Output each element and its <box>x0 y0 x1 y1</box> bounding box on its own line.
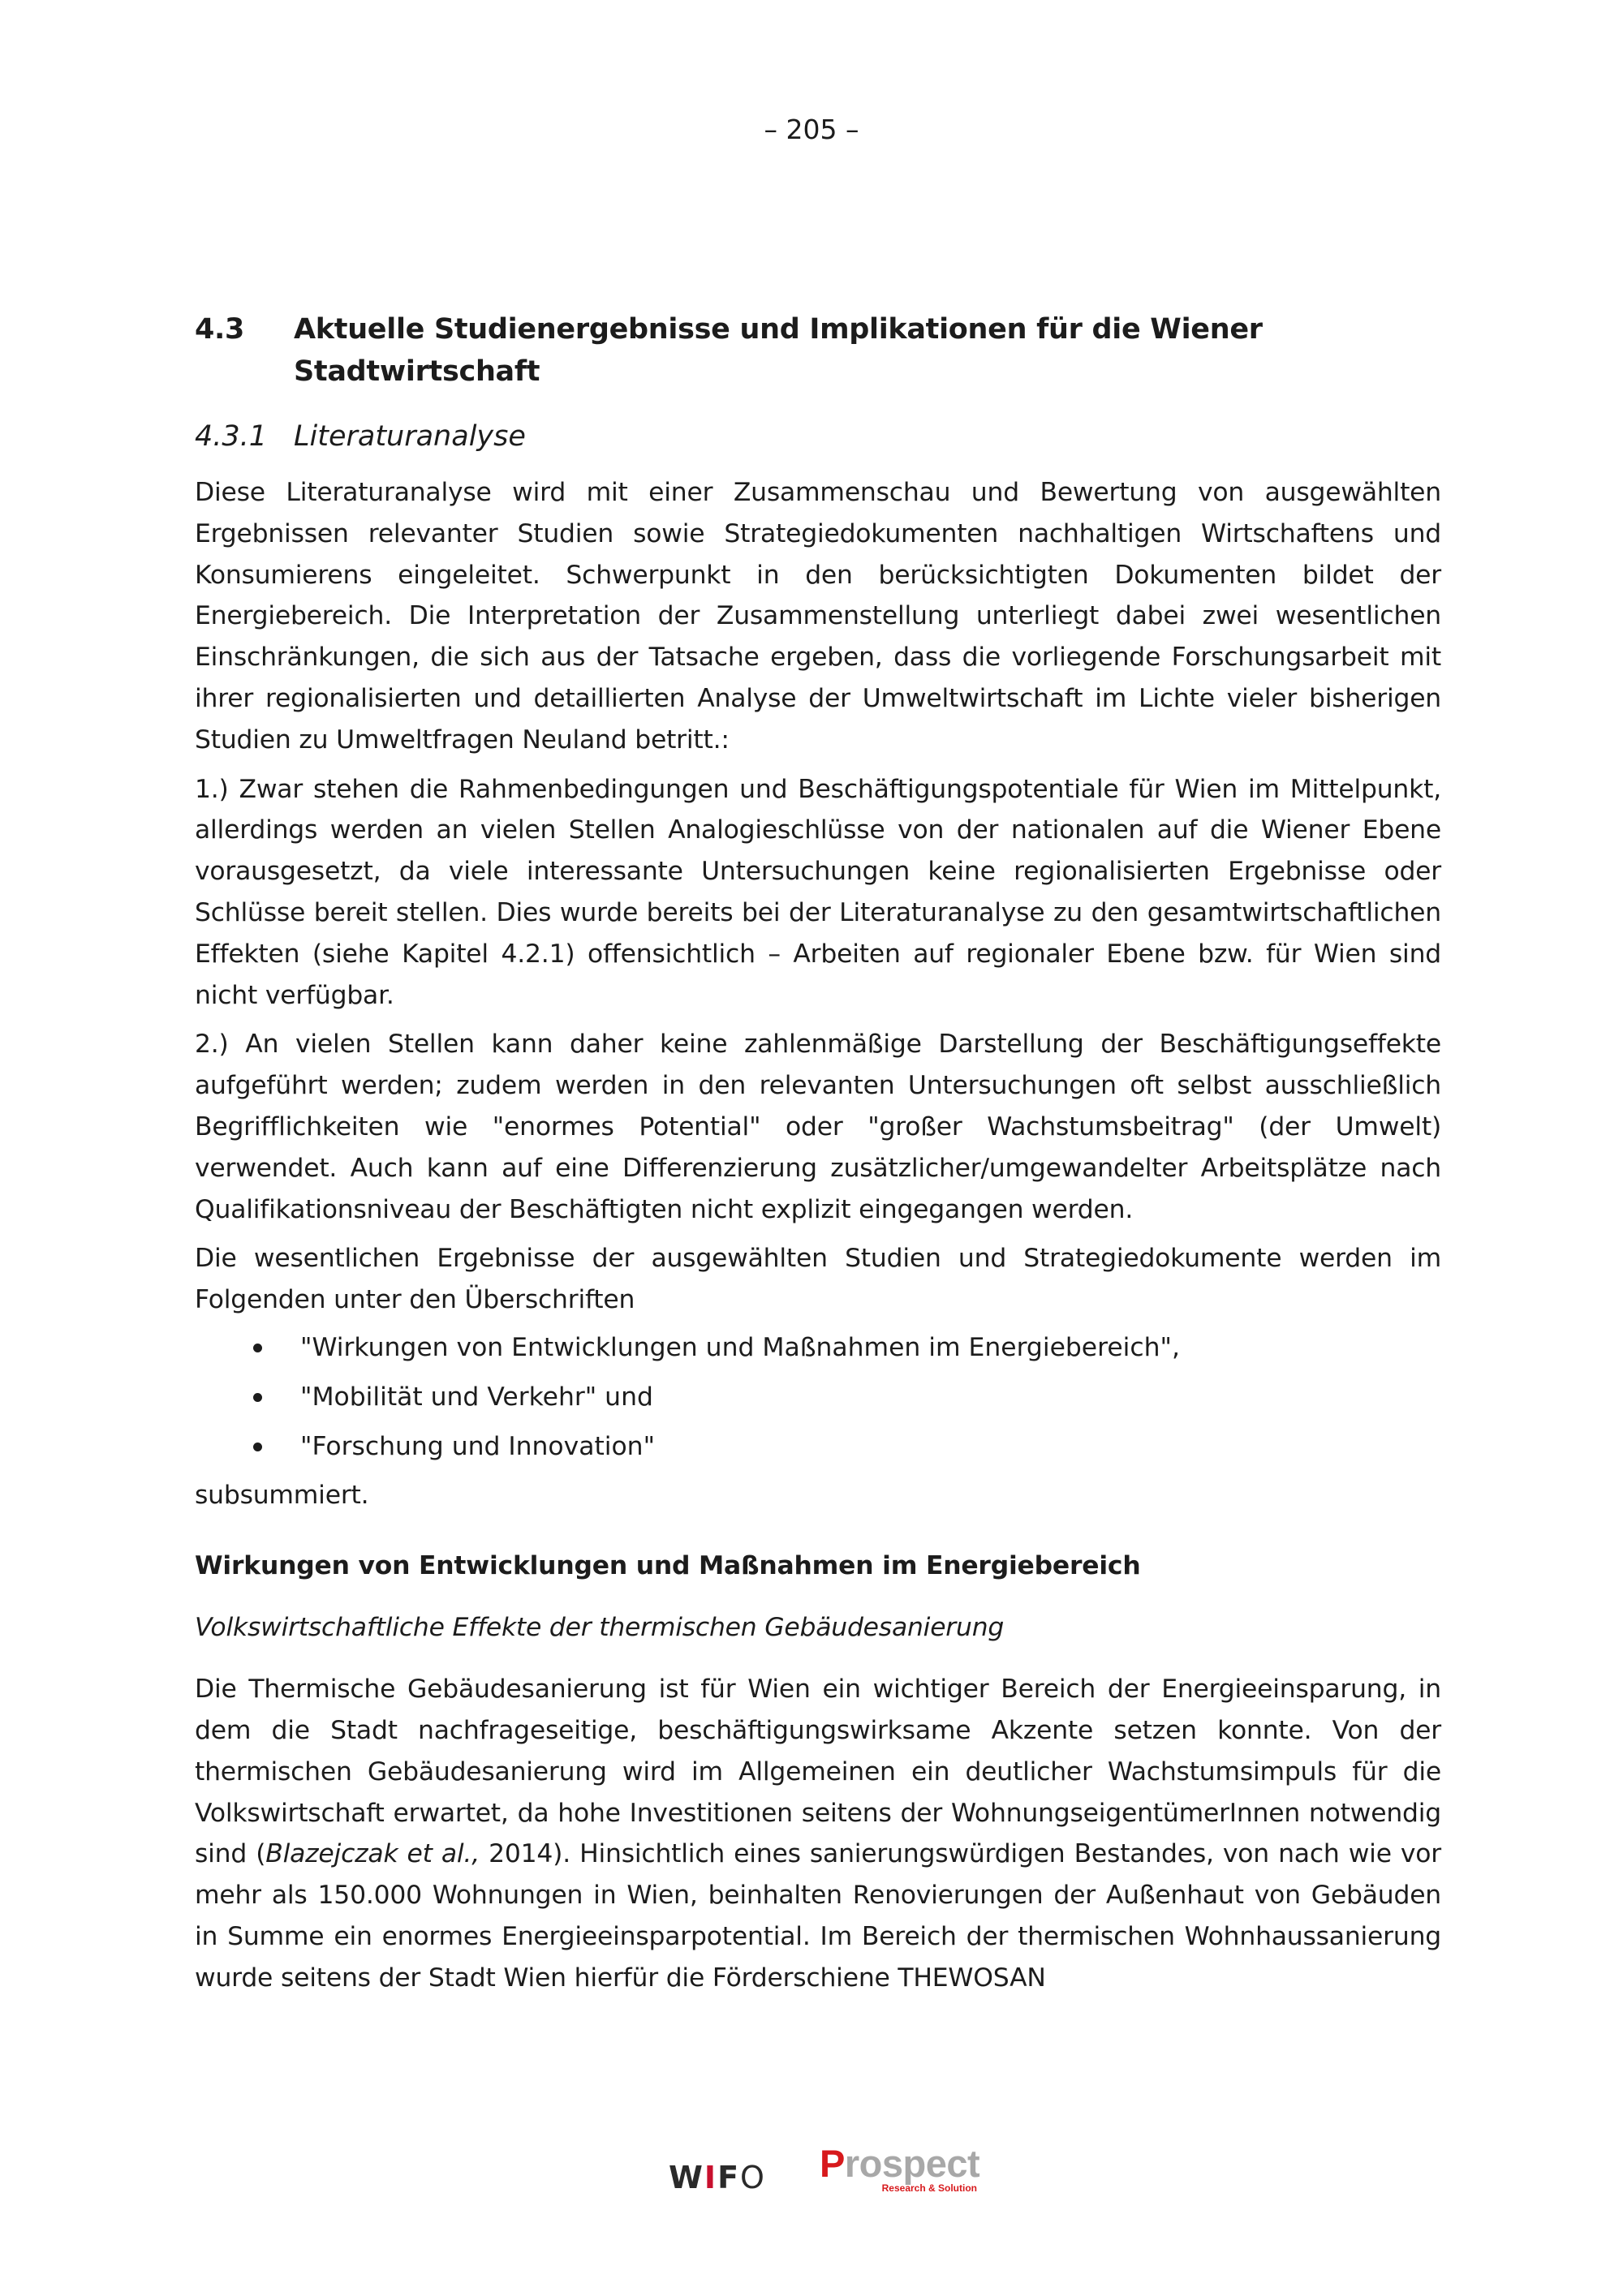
wifo-logo-o: O <box>740 2160 766 2195</box>
prospect-logo-initial: P <box>820 2142 845 2185</box>
section-title: Aktuelle Studienergebnisse und Implikationen für die Wiener Stadtwirtschaft <box>294 313 1263 388</box>
prospect-logo-wordmark <box>820 2143 979 2184</box>
page-content <box>195 308 1441 2007</box>
list-item <box>195 1426 1441 1468</box>
heading-energy-effects: Wirkungen von Entwicklungen und Maßnahmen im Energiebereich <box>195 1551 1141 1581</box>
list-item-text: "Mobilität und Verkehr" und <box>300 1382 653 1412</box>
bullet-dot-icon <box>253 1344 262 1352</box>
page-footer <box>0 2143 1623 2200</box>
section-number: 4.3 <box>195 313 245 346</box>
paragraph-point-2: 2.) An vielen Stellen kann daher keine zahlenmäßige Darstellung der Beschäftigungseffekte aufgeführt werden; zudem werden in den relevanten Untersuchungen oft selbst ausschließlich Begrifflichkeiten wie "enormes Potential" oder "großer Wachstumsbeitrag" (der Umwelt) verwendet. Auch kann auf eine Differenzierung zusätzlicher/umgewandelter Arbeitsplätze nach Qualifikationsniveau der Beschäftigten nicht explizit eingegangen werden. <box>195 1030 1441 1224</box>
list-item <box>195 1327 1441 1369</box>
wifo-logo-w: W <box>669 2160 704 2195</box>
paragraph-text-after-citation: 2014). Hinsichtlich eines sanierungswürdigen Bestandes, von nach wie vor mehr als 150.000 Wohnungen in Wien, beinhalten Renovierungen der Außenhaut von Gebäuden in Summe ein enormes Energieeinsparpotential. Im Bereich der thermischen Wohnhaussanierung wurde seitens der Stadt Wien hierfür die Förderschiene THEWOSAN <box>195 1839 1442 1993</box>
paragraph-intro: Diese Literaturanalyse wird mit einer Zusammenschau und Bewertung von ausgewählten Ergebnissen relevanter Studien sowie Strategiedokumenten nachhaltigen Wirtschaftens und Konsumierens eingeleitet. Schwerpunkt in den berücksichtigten Dokumenten bildet der Energiebereich. Die Interpretation der Zusammenstellung unterliegt dabei zwei wesentlichen Einschränkungen, die sich aus der Tatsache ergeben, dass die vorliegende Forschungsarbeit mit ihrer regionalisierten und detaillierten Analyse der Umweltwirtschaft im Lichte vieler bisherigen Studien zu Umweltfragen Neuland betritt.: <box>195 478 1441 755</box>
subsection-number: 4.3.1 <box>195 420 268 453</box>
citation-authors: Blazejczak et al., <box>265 1839 480 1869</box>
prospect-logo-tagline: Research & Solution <box>881 2182 977 2194</box>
list-item-text: "Forschung und Innovation" <box>300 1431 656 1461</box>
bullet-list <box>195 1327 1441 1467</box>
list-item <box>195 1377 1441 1418</box>
paragraph-subsummiert: subsummiert. <box>195 1481 369 1511</box>
wifo-logo-bar: I <box>704 2160 718 2195</box>
paragraph-building-renovation <box>195 1669 1441 1998</box>
bullet-dot-icon <box>253 1443 262 1451</box>
prospect-logo <box>820 2143 982 2197</box>
list-item-text: "Wirkungen von Entwicklungen und Maßnahmen im Energiebereich", <box>300 1332 1180 1362</box>
subsection-heading <box>195 415 1441 458</box>
subsection-title: Literaturanalyse <box>294 420 526 453</box>
wifo-logo-f: F <box>717 2160 741 2195</box>
paragraph-headings-intro: Die wesentlichen Ergebnisse der ausgewählten Studien und Strategiedokumente werden im Folgenden unter den Überschriften <box>195 1244 1441 1315</box>
paragraph-text-before-citation: Die Thermische Gebäudesanierung ist für Wien ein wichtiger Bereich der Energieeinsparung, in dem die Stadt nachfrageseitige, beschäftigungswirksame Akzente setzen konnte. Von der thermischen Gebäudesanierung wird im Allgemeinen ein deutlicher Wachstumsimpuls für die Volkswirtschaft erwartet, da hohe Investitionen seitens der WohnungseigentümerInnen notwendig sind ( <box>195 1675 1441 1869</box>
section-heading <box>195 308 1441 393</box>
page-number: – 205 – <box>764 114 859 145</box>
heading-building-renovation: Volkswirtschaftliche Effekte der thermischen Gebäudesanierung <box>195 1613 1005 1643</box>
prospect-logo-rest: rospect <box>844 2142 980 2185</box>
bullet-dot-icon <box>253 1393 262 1402</box>
paragraph-point-1: 1.) Zwar stehen die Rahmenbedingungen und Beschäftigungspotentiale für Wien im Mittelpunkt, allerdings werden an vielen Stellen Analogieschlüsse von der nationalen auf die Wiener Ebene vorausgesetzt, da viele interessante Untersuchungen keine regionalisierten Ergebnisse oder Schlüsse bereit stellen. Dies wurde bereits bei der Literaturanalyse zu den gesamtwirtschaftlichen Effekten (siehe Kapitel 4.2.1) offensichtlich – Arbeiten auf regionaler Ebene bzw. für Wien sind nicht verfügbar. <box>195 774 1441 1010</box>
wifo-logo <box>669 2160 766 2195</box>
